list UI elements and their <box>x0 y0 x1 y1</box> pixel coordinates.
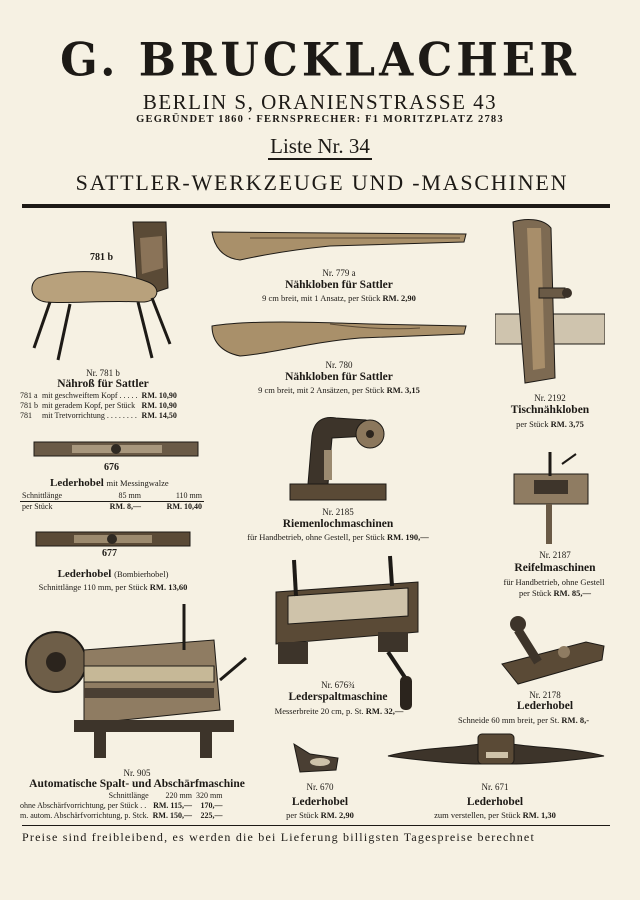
item-676-3-4-name: Lederspaltmaschine <box>288 691 388 703</box>
item-677-code: 677 <box>102 548 117 559</box>
variant-row: 781 mit Tretvorrichtung . . . . . . . . RM. 14,50 <box>20 411 177 420</box>
splitting-skiving-machine-illustration <box>24 600 250 764</box>
item-905-prices: Schnittlänge 220 mm 320 mm ohne Abschärfvorrichtung, per Stück . . RM. 115,— 170,— m. autom. Abschärfvorrichtung, p. Stck. RM. 150,— 225,— <box>20 791 223 820</box>
item-676-code: 676 <box>104 462 119 473</box>
item-671-name: Lederhobel <box>466 796 524 808</box>
item-2178-desc: Schneide 60 mm breit, per St. RM. 8,- <box>458 715 590 725</box>
item-781b-code: 781 b <box>90 252 114 263</box>
table-clam-illustration <box>495 218 605 388</box>
item-2187-name: Reifelmaschinen <box>514 562 596 574</box>
item-676-title: Lederhobel mit Messingwalze <box>50 477 169 489</box>
item-671-desc: zum verstellen, per Stück RM. 1,30 <box>434 810 556 820</box>
category-title: SATTLER-WERKZEUGE UND -MASCHINEN <box>75 170 569 195</box>
item-677-desc: Schnittlänge 110 mm, per Stück RM. 13,60 <box>38 582 188 592</box>
firm-founded: GEGRÜNDET 1860 · FERNSPRECHER: F1 MORITZPLATZ 2783 <box>136 114 504 125</box>
firm-name: G. BRUCKLACHER <box>60 33 580 88</box>
item-779a-name: Nähkloben für Sattler <box>285 279 393 291</box>
item-780-nr: Nr. 780 <box>325 360 353 370</box>
stitching-clam-779a-illustration <box>210 228 468 262</box>
item-779a-nr: Nr. 779 a <box>322 268 356 278</box>
spokeshave-671-illustration <box>386 730 606 780</box>
item-670-desc: per Stück RM. 2,90 <box>286 810 354 820</box>
saddler-horse-illustration <box>28 218 178 363</box>
item-780-desc: 9 cm breit, mit 2 Ansätzen, per Stück RM. 3,15 <box>258 385 420 395</box>
firm-address: BERLIN S, ORANIENSTRASSE 43 <box>142 90 498 114</box>
footer-note: Preise sind freibleibend, es werden die bei Lieferung billigsten Tagespreise berechnet <box>22 830 535 844</box>
leather-plane-670-illustration <box>290 740 342 776</box>
leather-plane-2178-illustration <box>500 612 606 692</box>
item-2192-nr: Nr. 2192 <box>534 393 566 403</box>
list-number: Liste Nr. 34 <box>270 134 370 158</box>
item-2192-desc: per Stück RM. 3,75 <box>516 419 584 429</box>
item-779a-desc: 9 cm breit, mit 1 Ansatz, per Stück RM. 2,90 <box>262 293 416 303</box>
footer-rule <box>22 825 610 826</box>
stitching-clam-780-illustration <box>210 318 468 358</box>
item-677-title: Lederhobel (Bombierhobel) <box>57 568 169 580</box>
item-670-name: Lederhobel <box>291 796 349 808</box>
item-2187-price-line: per Stück RM. 85,— <box>518 588 591 598</box>
item-781b-variants <box>18 391 179 421</box>
item-676-3-4-desc: Messerbreite 20 cm, p. St. RM. 32,— <box>274 706 404 716</box>
price-row: ohne Abschärfvorrichtung, per Stück . . RM. 115,— 170,— <box>20 801 223 810</box>
leather-plane-676-illustration <box>32 436 200 464</box>
item-2192-name: Tischnähkloben <box>510 404 590 416</box>
item-2178-name: Lederhobel <box>516 700 574 712</box>
item-2185-name: Riemenlochmaschinen <box>282 518 394 530</box>
item-2185-nr: Nr. 2185 <box>322 507 354 517</box>
item-2178-nr: Nr. 2178 <box>529 690 561 700</box>
strap-punch-machine-illustration <box>288 406 388 504</box>
creasing-machine-illustration <box>512 446 590 546</box>
item-676-3-4-nr: Nr. 676¾ <box>321 680 355 690</box>
item-2185-desc: für Handbetrieb, ohne Gestell, per Stück RM. 190,— <box>247 532 429 542</box>
item-781b-nr: Nr. 781 b <box>86 368 120 378</box>
item-676-prices: Schnittlänge 85 mm 110 mm per Stück RM. 8,— RM. 10,40 <box>22 491 202 511</box>
variant-row: 781 b mit geradem Kopf, per Stück RM. 10,90 <box>20 401 177 410</box>
header-rule <box>22 204 610 208</box>
item-670-nr: Nr. 670 <box>306 782 334 792</box>
item-905-name: Automatische Spalt- und Abschärfmaschine <box>29 778 245 790</box>
item-671-nr: Nr. 671 <box>481 782 509 792</box>
price-row: m. autom. Abschärfvorrichtung, p. Stck. RM. 150,— 225,— <box>20 811 223 820</box>
variant-row: 781 a mit geschweiftem Kopf . . . . . RM. 10,90 <box>20 391 177 400</box>
item-781b-name: Nähroß für Sattler <box>57 378 149 390</box>
item-780-name: Nähkloben für Sattler <box>285 371 393 383</box>
item-2187-desc: für Handbetrieb, ohne Gestell <box>503 577 605 587</box>
item-2187-nr: Nr. 2187 <box>539 550 571 560</box>
item-905-nr: Nr. 905 <box>123 768 151 778</box>
